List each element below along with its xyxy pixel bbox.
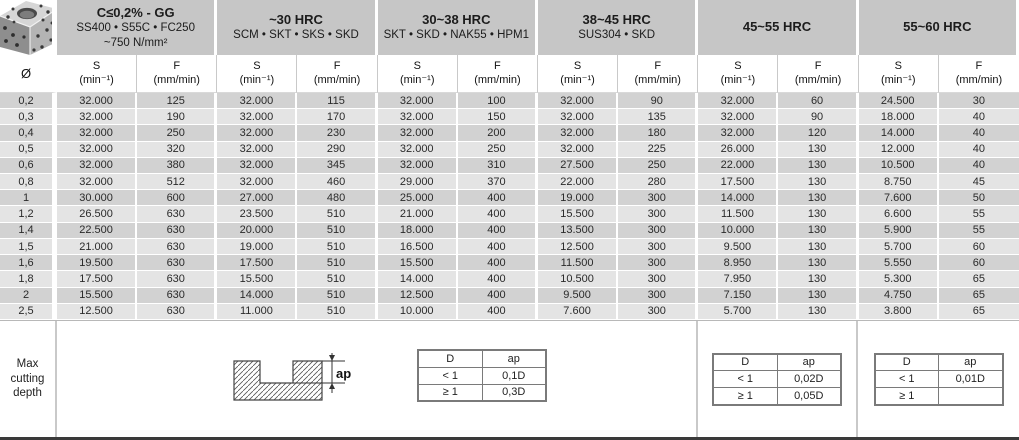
speed-value: 10.500 (859, 158, 939, 174)
feed-value: 300 (618, 288, 698, 304)
speed-value: 6.600 (859, 206, 939, 222)
feed-unit: (mm/min) (794, 73, 842, 86)
feed-unit: (mm/min) (634, 73, 681, 86)
speed-symbol: S (573, 60, 582, 73)
group-materials: SCM • SKT • SKS • SKD (233, 29, 359, 42)
feed-value: 40 (939, 125, 1019, 141)
feed-value: 40 (939, 158, 1019, 174)
diameter-value: 1 (0, 190, 57, 206)
feed-value: 510 (297, 223, 377, 239)
group-materials: SKT • SKD • NAK55 • HPM1 (383, 29, 530, 42)
speed-value: 32.000 (378, 93, 458, 109)
speed-value: 27.500 (538, 158, 618, 174)
feed-unit: (mm/min) (955, 73, 1003, 86)
feed-value: 320 (137, 142, 217, 158)
feed-value: 400 (458, 304, 538, 320)
hardness-group-header-3 (378, 0, 538, 55)
ap-table-cell: 0,1D (482, 367, 546, 384)
feed-value: 250 (458, 142, 538, 158)
feed-value: 130 (778, 255, 858, 271)
feed-value: 510 (297, 271, 377, 287)
feed-value: 60 (778, 93, 858, 109)
max-depth-table-55-60 (858, 321, 1019, 437)
feed-value: 510 (297, 255, 377, 271)
feed-value: 40 (939, 142, 1019, 158)
feed-value: 400 (458, 223, 538, 239)
feed-value: 630 (137, 304, 217, 320)
feed-value: 125 (137, 93, 217, 109)
diameter-value: 0,4 (0, 125, 57, 141)
ap-table-header: ap (939, 354, 1003, 371)
speed-value: 14.000 (859, 125, 939, 141)
speed-value: 27.000 (217, 190, 297, 206)
max-cutting-depth-label: Max cutting depth (0, 321, 57, 437)
feed-value: 510 (297, 206, 377, 222)
speed-value: 21.000 (57, 239, 137, 255)
hardness-group-header-2 (217, 0, 377, 55)
workpiece-image (0, 0, 57, 55)
speed-value: 32.000 (378, 125, 458, 141)
feed-value: 510 (297, 304, 377, 320)
speed-value: 32.000 (57, 142, 137, 158)
ap-table-header: ap (777, 354, 841, 371)
speed-unit: (min⁻¹) (79, 73, 114, 86)
feed-unit: (mm/min) (313, 73, 361, 86)
feed-value: 400 (458, 288, 538, 304)
feed-unit: (mm/min) (153, 73, 200, 86)
feed-value: 130 (778, 223, 858, 239)
speed-value: 32.000 (538, 109, 618, 125)
group-materials: SUS304 • SKD (578, 29, 656, 42)
feed-value: 200 (458, 125, 538, 141)
speed-value: 29.000 (378, 174, 458, 190)
speed-symbol: S (92, 60, 101, 73)
group-title: 55~60 HRC (903, 19, 972, 35)
feed-value: 300 (618, 223, 698, 239)
speed-value: 5.700 (859, 239, 939, 255)
ap-table (712, 353, 842, 406)
feed-value: 630 (137, 255, 217, 271)
speed-value: 5.700 (698, 304, 778, 320)
speed-value: 15.500 (538, 206, 618, 222)
speed-value: 5.550 (859, 255, 939, 271)
speed-value: 17.500 (57, 271, 137, 287)
speed-value: 13.500 (538, 223, 618, 239)
feed-value: 400 (458, 206, 538, 222)
group-title: 30~38 HRC (422, 12, 491, 28)
feed-value: 130 (778, 271, 858, 287)
feed-value: 300 (618, 239, 698, 255)
speed-value: 8.750 (859, 174, 939, 190)
feed-value: 90 (778, 109, 858, 125)
diameter-value: 0,3 (0, 109, 57, 125)
group-title: ~30 HRC (269, 12, 323, 28)
ap-table-cell: ≥ 1 (713, 388, 777, 405)
hardness-group-header-4 (538, 0, 698, 55)
diameter-value: 1,5 (0, 239, 57, 255)
feed-value: 130 (778, 174, 858, 190)
feed-value: 135 (618, 109, 698, 125)
speed-value: 32.000 (698, 93, 778, 109)
speed-unit: (min⁻¹) (239, 73, 275, 86)
feed-value: 55 (939, 223, 1019, 239)
group-title: 38~45 HRC (582, 12, 651, 28)
diameter-value: 2,5 (0, 304, 57, 320)
speed-value: 8.950 (698, 255, 778, 271)
feed-value: 400 (458, 239, 538, 255)
ap-table-cell: 0,3D (482, 384, 546, 401)
feed-symbol: F (975, 60, 983, 73)
feed-value: 120 (778, 125, 858, 141)
speed-value: 32.000 (217, 174, 297, 190)
feed-value: 300 (618, 271, 698, 287)
feed-value: 40 (939, 109, 1019, 125)
ap-dimension-label: ap (336, 366, 352, 381)
ap-table-cell: 0,01D (939, 371, 1003, 388)
ap-table-header: D (875, 354, 939, 371)
speed-column-header (859, 55, 939, 93)
speed-value: 14.000 (378, 271, 458, 287)
ap-table-cell (939, 388, 1003, 405)
feed-value: 300 (618, 206, 698, 222)
diameter-value: 0,5 (0, 142, 57, 158)
speed-value: 32.000 (217, 158, 297, 174)
speed-value: 32.000 (378, 142, 458, 158)
speed-value: 11.500 (538, 255, 618, 271)
speed-value: 3.800 (859, 304, 939, 320)
feed-value: 60 (939, 239, 1019, 255)
max-cutting-depth-section (0, 320, 1019, 440)
diameter-value: 0,8 (0, 174, 57, 190)
feed-value: 100 (458, 93, 538, 109)
ap-table-cell: 0,02D (777, 371, 841, 388)
feed-value: 150 (458, 109, 538, 125)
feed-value: 130 (778, 288, 858, 304)
speed-value: 22.000 (538, 174, 618, 190)
speed-value: 19.000 (538, 190, 618, 206)
speed-value: 15.500 (217, 271, 297, 287)
feed-value: 290 (297, 142, 377, 158)
speed-value: 10.000 (378, 304, 458, 320)
speed-column-header (698, 55, 778, 93)
feed-value: 225 (618, 142, 698, 158)
feed-value: 370 (458, 174, 538, 190)
feed-value: 230 (297, 125, 377, 141)
speed-value: 11.000 (217, 304, 297, 320)
feed-value: 345 (297, 158, 377, 174)
feed-value: 310 (458, 158, 538, 174)
speed-value: 24.500 (859, 93, 939, 109)
speed-value: 32.000 (57, 93, 137, 109)
ap-table (874, 353, 1004, 406)
feed-column-header (137, 55, 217, 93)
feed-value: 630 (137, 288, 217, 304)
feed-value: 45 (939, 174, 1019, 190)
speed-value: 18.000 (378, 223, 458, 239)
speed-value: 16.500 (378, 239, 458, 255)
slot-diagram-cell (57, 321, 698, 437)
speed-value: 14.000 (698, 190, 778, 206)
max-depth-table-general (417, 349, 547, 402)
speed-value: 4.750 (859, 288, 939, 304)
speed-column-header (57, 55, 137, 93)
speed-value: 32.000 (538, 93, 618, 109)
feed-value: 65 (939, 288, 1019, 304)
feed-value: 630 (137, 239, 217, 255)
speed-value: 32.000 (57, 109, 137, 125)
feed-value: 60 (939, 255, 1019, 271)
speed-value: 18.000 (859, 109, 939, 125)
group-title: C≤0,2% - GG (96, 5, 175, 20)
slot-cross-section-diagram (233, 351, 383, 418)
feed-value: 600 (137, 190, 217, 206)
feed-value: 460 (297, 174, 377, 190)
feed-value: 55 (939, 206, 1019, 222)
ap-table (417, 349, 547, 402)
feed-column-header (778, 55, 858, 93)
speed-value: 10.500 (538, 271, 618, 287)
speed-symbol: S (253, 60, 261, 73)
speed-column-header (538, 55, 618, 93)
speed-value: 26.500 (57, 206, 137, 222)
feed-value: 300 (618, 190, 698, 206)
speed-value: 32.000 (57, 174, 137, 190)
speed-value: 32.000 (698, 125, 778, 141)
ap-table-cell: < 1 (875, 371, 939, 388)
speed-column-header (217, 55, 297, 93)
feed-value: 130 (778, 142, 858, 158)
speed-value: 12.500 (378, 288, 458, 304)
speed-value: 19.000 (217, 239, 297, 255)
feed-value: 130 (778, 304, 858, 320)
feed-symbol: F (333, 60, 341, 73)
diameter-column-header: Ø (0, 55, 57, 93)
speed-value: 32.000 (57, 125, 137, 141)
speed-value: 12.500 (57, 304, 137, 320)
speed-value: 19.500 (57, 255, 137, 271)
speed-value: 23.500 (217, 206, 297, 222)
feed-value: 510 (297, 288, 377, 304)
diameter-value: 0,2 (0, 93, 57, 109)
speed-value: 15.500 (57, 288, 137, 304)
speed-value: 20.000 (217, 223, 297, 239)
ap-table-cell: < 1 (713, 371, 777, 388)
speed-unit: (min⁻¹) (560, 73, 595, 86)
speed-value: 25.000 (378, 190, 458, 206)
diameter-value: 0,6 (0, 158, 57, 174)
speed-column-header (378, 55, 458, 93)
speed-value: 9.500 (538, 288, 618, 304)
speed-value: 32.000 (378, 158, 458, 174)
group-note: ~750 N/mm² (103, 36, 168, 49)
ap-table-header: D (713, 354, 777, 371)
feed-value: 170 (297, 109, 377, 125)
max-depth-table-45-55 (698, 321, 858, 437)
feed-symbol: F (173, 60, 181, 73)
diameter-value: 1,6 (0, 255, 57, 271)
diameter-value: 1,2 (0, 206, 57, 222)
feed-column-header (297, 55, 377, 93)
feed-value: 50 (939, 190, 1019, 206)
feed-symbol: F (494, 60, 501, 73)
speed-value: 7.600 (859, 190, 939, 206)
feed-column-header (939, 55, 1019, 93)
mold-plate-3d-icon (0, 0, 57, 55)
feed-value: 30 (939, 93, 1019, 109)
speed-symbol: S (734, 60, 742, 73)
feed-value: 510 (297, 239, 377, 255)
speed-value: 14.000 (217, 288, 297, 304)
feed-value: 380 (137, 158, 217, 174)
speed-value: 32.000 (217, 109, 297, 125)
speed-value: 9.500 (698, 239, 778, 255)
speed-symbol: S (894, 60, 902, 73)
feed-value: 250 (137, 125, 217, 141)
feed-value: 130 (778, 206, 858, 222)
speed-value: 5.900 (859, 223, 939, 239)
feed-value: 130 (778, 190, 858, 206)
speed-value: 21.000 (378, 206, 458, 222)
hardness-group-header-6 (859, 0, 1019, 55)
feed-value: 300 (618, 304, 698, 320)
speed-value: 32.000 (57, 158, 137, 174)
hardness-group-header-1 (57, 0, 217, 55)
feed-value: 300 (618, 255, 698, 271)
feed-value: 190 (137, 109, 217, 125)
speed-value: 15.500 (378, 255, 458, 271)
speed-unit: (min⁻¹) (720, 73, 756, 86)
feed-value: 130 (778, 239, 858, 255)
feed-value: 90 (618, 93, 698, 109)
speed-value: 17.500 (698, 174, 778, 190)
hardness-group-header-5 (698, 0, 858, 55)
diameter-value: 1,4 (0, 223, 57, 239)
speed-value: 32.000 (538, 142, 618, 158)
speed-value: 12.500 (538, 239, 618, 255)
feed-symbol: F (814, 60, 822, 73)
speed-value: 30.000 (57, 190, 137, 206)
feed-value: 180 (618, 125, 698, 141)
feed-value: 280 (618, 174, 698, 190)
ap-table-header: ap (482, 350, 546, 367)
speed-value: 5.300 (859, 271, 939, 287)
speed-value: 7.150 (698, 288, 778, 304)
group-materials: SS400 • S55C • FC250 (76, 22, 195, 35)
feed-value: 512 (137, 174, 217, 190)
feed-column-header (458, 55, 538, 93)
speed-value: 10.000 (698, 223, 778, 239)
speed-value: 12.000 (859, 142, 939, 158)
speed-value: 32.000 (217, 93, 297, 109)
feed-value: 630 (137, 271, 217, 287)
feed-value: 65 (939, 304, 1019, 320)
speed-symbol: S (413, 60, 421, 73)
speed-value: 17.500 (217, 255, 297, 271)
speed-value: 32.000 (698, 109, 778, 125)
ap-table-cell: < 1 (418, 367, 482, 384)
feed-value: 130 (778, 158, 858, 174)
feed-value: 250 (618, 158, 698, 174)
feed-symbol: F (654, 60, 662, 73)
ap-table-cell: 0,05D (777, 388, 841, 405)
feed-value: 400 (458, 190, 538, 206)
speed-value: 32.000 (217, 142, 297, 158)
speed-value: 32.000 (217, 125, 297, 141)
ap-table-cell: ≥ 1 (875, 388, 939, 405)
feed-column-header (618, 55, 698, 93)
feed-value: 630 (137, 206, 217, 222)
feed-value: 65 (939, 271, 1019, 287)
speed-value: 22.000 (698, 158, 778, 174)
diameter-value: 2 (0, 288, 57, 304)
speed-unit: (min⁻¹) (880, 73, 916, 86)
feed-value: 630 (137, 223, 217, 239)
feed-value: 480 (297, 190, 377, 206)
ap-table-cell: ≥ 1 (418, 384, 482, 401)
ap-table-header: D (418, 350, 482, 367)
feed-value: 115 (297, 93, 377, 109)
speed-value: 7.600 (538, 304, 618, 320)
speed-value: 26.000 (698, 142, 778, 158)
speed-value: 22.500 (57, 223, 137, 239)
feed-unit: (mm/min) (474, 73, 521, 86)
group-title: 45~55 HRC (742, 19, 812, 35)
feed-value: 400 (458, 271, 538, 287)
feed-value: 400 (458, 255, 538, 271)
speed-value: 32.000 (378, 109, 458, 125)
speed-value: 7.950 (698, 271, 778, 287)
speed-value: 11.500 (698, 206, 778, 222)
diameter-value: 1,8 (0, 271, 57, 287)
speed-unit: (min⁻¹) (399, 73, 435, 86)
speed-value: 32.000 (538, 125, 618, 141)
